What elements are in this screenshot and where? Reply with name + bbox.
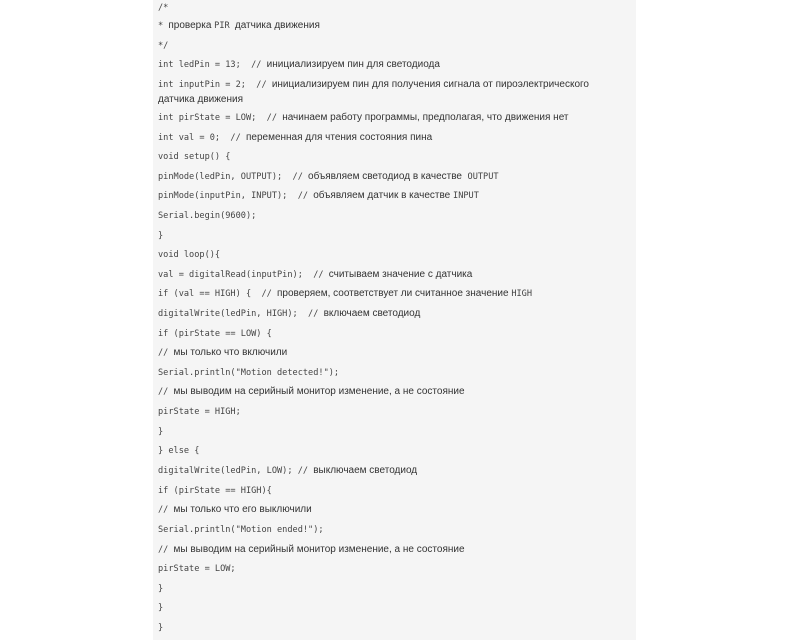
code-line: [158, 130, 628, 145]
code-line: [158, 247, 628, 262]
code-segment: }: [158, 584, 164, 594]
code-segment: }: [158, 603, 164, 613]
code-segment: INPUT: [453, 191, 479, 201]
code-segment: HIGH: [511, 289, 533, 299]
code-line: [158, 581, 628, 596]
code-segment: void loop(){: [158, 250, 221, 260]
code-line: [158, 286, 628, 301]
code-segment: int val = 0; //: [158, 133, 246, 143]
code-segment: /*: [158, 3, 169, 13]
comment-text: включаем светодиод: [323, 308, 421, 319]
code-segment: //: [158, 387, 174, 397]
code-segment: //: [158, 545, 174, 555]
code-line: [158, 188, 628, 203]
code-segment: }: [158, 427, 164, 437]
comment-text: мы только что его выключили: [173, 504, 312, 515]
code-segment: Serial.begin(9600);: [158, 211, 257, 221]
code-segment: if (pirState == HIGH){: [158, 486, 272, 496]
code-line: [158, 345, 628, 360]
comment-text: объявляем светодиод в качестве: [308, 171, 468, 182]
code-line: [158, 110, 628, 125]
code-line: [158, 57, 628, 72]
code-segment: digitalWrite(ledPin, LOW); //: [158, 466, 314, 476]
comment-text: инициализируем пин для получения сигнала от пироэлектрического датчика движения: [158, 79, 592, 105]
code-line: [158, 306, 628, 321]
code-segment: pinMode(inputPin, INPUT); //: [158, 191, 314, 201]
code-segment: */: [158, 41, 169, 51]
code-segment: *: [158, 21, 169, 31]
code-segment: digitalWrite(ledPin, HIGH); //: [158, 309, 324, 319]
code-line: [158, 522, 628, 537]
comment-text: мы выводим на серийный монитор изменение, а не состояние: [173, 544, 465, 555]
comment-text: считываем значение с датчика: [328, 269, 473, 280]
code-segment: pirState = LOW;: [158, 564, 236, 574]
code-line: [158, 77, 628, 107]
code-segment: void setup() {: [158, 152, 231, 162]
code-line: [158, 149, 628, 164]
code-line: [158, 169, 628, 184]
code-segment: }: [158, 623, 164, 633]
code-line: [158, 502, 628, 517]
code-segment: //: [158, 348, 174, 358]
code-line: [158, 365, 628, 380]
code-line: [158, 404, 628, 419]
code-segment: if (val == HIGH) { //: [158, 289, 277, 299]
code-segment: OUTPUT: [467, 172, 499, 182]
code-segment: if (pirState == LOW) {: [158, 329, 272, 339]
code-line: [158, 38, 628, 53]
code-segment: } else {: [158, 446, 200, 456]
comment-text: проверяем, соответствует ли считанное значение: [277, 288, 512, 299]
code-line: [158, 208, 628, 223]
code-line: [158, 620, 628, 635]
comment-text: мы выводим на серийный монитор изменение, а не состояние: [173, 386, 465, 397]
code-line: [158, 463, 628, 478]
code-segment: Serial.println("Motion detected!");: [158, 368, 340, 378]
comment-text: объявляем датчик в качестве: [313, 190, 454, 201]
code-line: [158, 542, 628, 557]
comment-text: начинаем работу программы, предполагая, что движения нет: [282, 112, 569, 123]
code-segment: }: [158, 231, 164, 241]
code-block: [153, 0, 636, 640]
code-segment: Serial.println("Motion ended!");: [158, 525, 324, 535]
code-line: [158, 228, 628, 243]
code-line: [158, 267, 628, 282]
code-line: [158, 18, 628, 33]
code-line: [158, 326, 628, 341]
code-line: [158, 483, 628, 498]
code-line: [158, 443, 628, 458]
comment-text: мы только что включили: [173, 347, 288, 358]
code-segment: int inputPin = 2; //: [158, 80, 272, 90]
code-line: [158, 600, 628, 615]
code-segment: PIR: [214, 21, 235, 31]
code-line: [158, 384, 628, 399]
code-segment: pinMode(ledPin, OUTPUT); //: [158, 172, 309, 182]
code-line: [158, 0, 628, 15]
code-line: [158, 424, 628, 439]
comment-text: переменная для чтения состояния пина: [245, 132, 433, 143]
comment-text: выключаем светодиод: [313, 465, 418, 476]
code-segment: pirState = HIGH;: [158, 407, 241, 417]
code-line: [158, 561, 628, 576]
comment-text: инициализируем пин для светодиода: [266, 59, 440, 70]
code-segment: val = digitalRead(inputPin); //: [158, 270, 329, 280]
code-segment: int ledPin = 13; //: [158, 60, 267, 70]
comment-text: датчика движения: [234, 20, 320, 31]
code-segment: int pirState = LOW; //: [158, 113, 283, 123]
code-segment: //: [158, 505, 174, 515]
comment-text: проверка: [168, 20, 215, 31]
